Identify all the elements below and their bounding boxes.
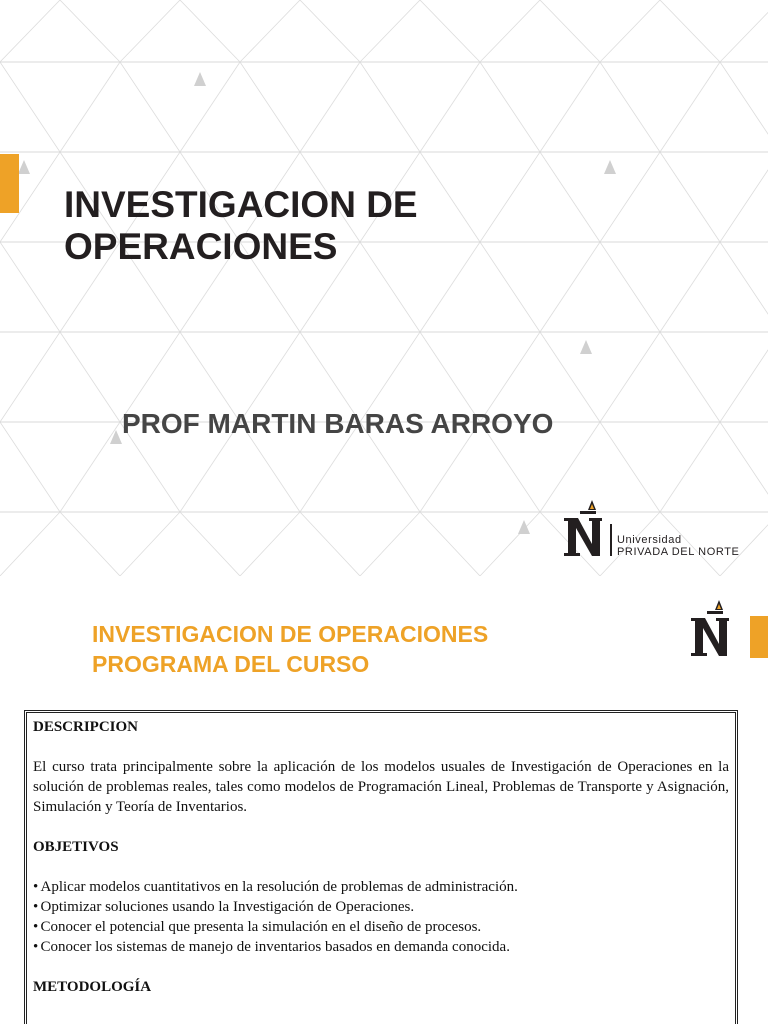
slide-title: [64, 184, 664, 268]
upn-n-logo-icon: [562, 500, 608, 560]
heading-line-2: PROGRAMA DEL CURSO: [92, 651, 370, 677]
section-title-descripcion: DESCRIPCION: [33, 719, 139, 735]
upn-n-logo-icon: [688, 600, 736, 660]
course-program-slide: [0, 576, 768, 1024]
course-heading: [92, 619, 488, 679]
list-item: • Conocer los sistemas de manejo de inventarios basados en demanda conocida.: [33, 939, 510, 955]
logo-line-1: Universidad: [617, 534, 682, 546]
title-line-1: INVESTIGACION DE: [64, 184, 418, 225]
logo-divider: [610, 524, 612, 556]
title-line-2: OPERACIONES: [64, 226, 338, 267]
heading-line-1: INVESTIGACION DE OPERACIONES: [92, 621, 489, 647]
section-title-objetivos: OBJETIVOS: [33, 839, 119, 855]
accent-bar: [0, 154, 19, 213]
list-item: • Optimizar soluciones usando la Investigación de Operaciones.: [33, 899, 415, 915]
description-paragraph: El curso trata principalmente sobre la aplicación de los modelos usuales de Investigación de Operaciones en la solución de problemas reales, tales como modelos de Programación Lineal, Problemas de Transporte y Asignación, Simulación y Teoría de Inventarios.: [33, 759, 729, 815]
university-logo: [562, 500, 762, 560]
list-item: • Conocer el potencial que presenta la simulación en el diseño de procesos.: [33, 919, 482, 935]
logo-line-2: PRIVADA DEL NORTE: [617, 546, 740, 558]
bullet-icon: •: [33, 879, 39, 895]
bullet-icon: •: [33, 919, 39, 935]
accent-bar: [750, 616, 768, 658]
bullet-icon: •: [33, 899, 39, 915]
section-title-metodologia: METODOLOGÍA: [33, 979, 152, 995]
bullet-icon: •: [33, 939, 39, 955]
list-item: • Aplicar modelos cuantitativos en la resolución de problemas de administración.: [33, 879, 518, 895]
course-description-box: [24, 710, 738, 1024]
objectives-list: [33, 877, 729, 957]
presenter-name: PROF MARTIN BARAS ARROYO: [122, 408, 554, 439]
logo-wordmark: [617, 534, 739, 558]
